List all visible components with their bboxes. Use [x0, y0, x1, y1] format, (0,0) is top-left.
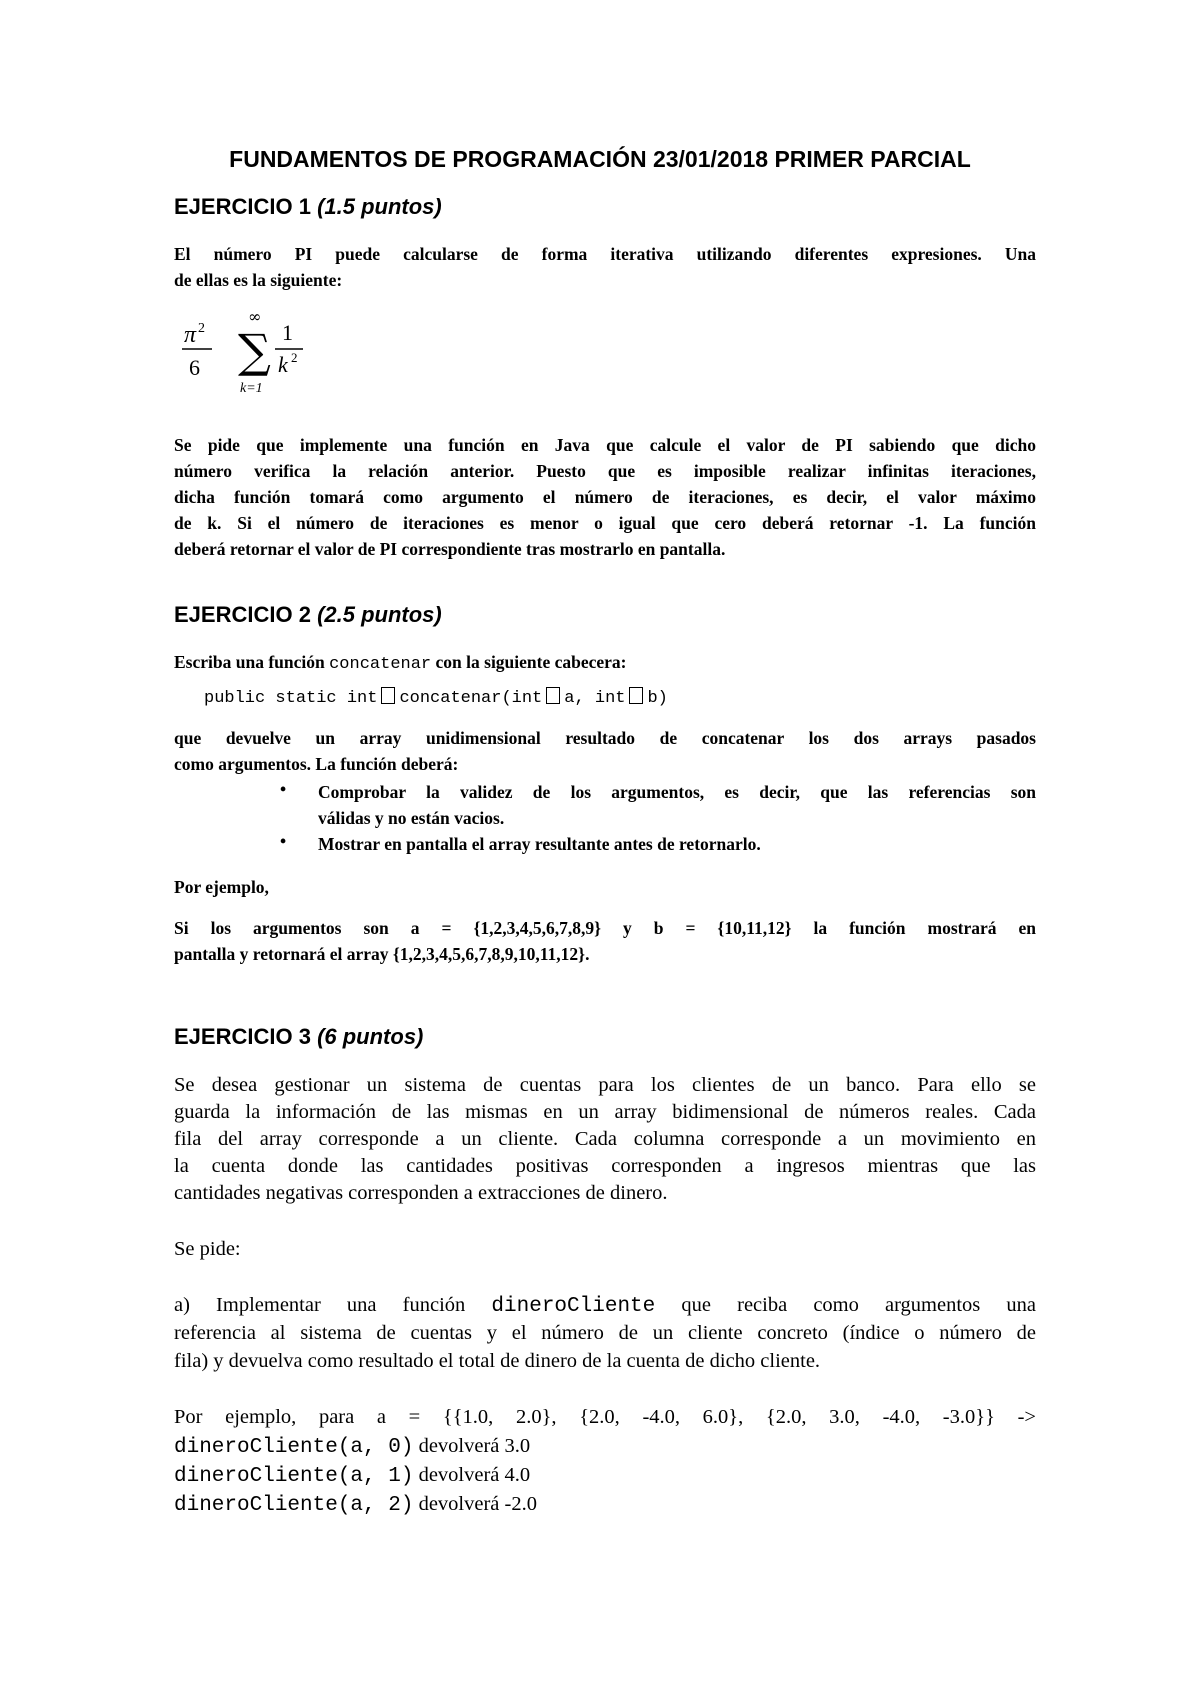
ex2-intro — [174, 649, 1036, 678]
ex2-example-line2: pantalla y retornará el array {1,2,3,4,5,6,7,8,9,10,11,12}. — [174, 944, 590, 964]
formula-pi-exp: 2 — [198, 321, 205, 336]
ex3-a-post: que reciba como argumentos una — [681, 1294, 1037, 1316]
ex2-heading-label: EJERCICIO 2 — [174, 602, 311, 627]
ex3-call-2 — [174, 1491, 1036, 1520]
ex2-intro-pre: Escriba una función — [174, 652, 325, 672]
ex3-call-0 — [174, 1433, 1036, 1462]
ex3-call-1 — [174, 1462, 1036, 1491]
ex2-intro-post: con la siguiente cabecera: — [435, 652, 627, 672]
missing-glyph-icon — [381, 687, 395, 704]
ex1-para-line3: dicha función tomará como argumento el número de iteraciones, es decir, el valor máximo — [174, 487, 1036, 507]
missing-glyph-icon — [629, 687, 643, 704]
missing-glyph-icon — [546, 687, 560, 704]
ex2-example-label: Por ejemplo, — [174, 877, 269, 897]
page-title: FUNDAMENTOS DE PROGRAMACIÓN 23/01/2018 PRIMER PARCIAL — [229, 146, 971, 172]
ex1-points: (1.5 puntos) — [317, 194, 442, 219]
formula-k-start: k=1 — [240, 381, 263, 396]
ex3-a-code: dineroCliente — [491, 1295, 656, 1318]
ex2-intro-code: concatenar — [329, 655, 432, 674]
ex3-heading-label: EJERCICIO 3 — [174, 1024, 311, 1049]
ex3-a-pre: a) Implementar una función — [174, 1294, 466, 1316]
ex3-a-line2: referencia al sistema de cuentas y el número de un cliente concreto (índice o número de — [174, 1322, 1036, 1344]
ex2-heading — [174, 602, 442, 628]
formula-k-exp: 2 — [291, 350, 298, 365]
ex3-points: (6 puntos) — [317, 1024, 424, 1049]
ex1-para-line4: de k. Si el número de iteraciones es menor o igual que cero deberá retornar -1. La función — [174, 513, 1036, 533]
ex3-a-line1 — [174, 1292, 1036, 1321]
ex2-bullet1-line2: válidas y no están vacios. — [318, 808, 505, 828]
formula-infinity: ∞ — [248, 312, 262, 326]
ex1-intro-line2: de ellas es la siguiente: — [174, 270, 343, 290]
ex3-para-line4: la cuenta donde las cantidades positivas corresponden a ingresos mientras que las — [174, 1155, 1036, 1177]
formula-one: 1 — [282, 320, 293, 345]
ex2-desc-line2: como argumentos. La función deberá: — [174, 754, 459, 774]
ex1-para-line2: número verifica la relación anterior. Puesto que es imposible realizar infinitas iteraciones, — [174, 461, 1036, 481]
formula-pi: π — [184, 322, 197, 348]
ex3-call-0-text: devolverá 3.0 — [418, 1435, 531, 1457]
sig-part-a: public static int — [204, 689, 378, 708]
ex2-signature — [204, 687, 668, 708]
ex2-bullet2: Mostrar en pantalla el array resultante antes de retornarlo. — [318, 834, 761, 854]
ex3-call-2-text: devolverá -2.0 — [418, 1493, 537, 1515]
ex3-example-line: Por ejemplo, para a = {{1.0, 2.0}, {2.0, -4.0, 6.0}, {2.0, 3.0, -4.0, -3.0}} -> — [174, 1406, 1036, 1428]
sig-part-c: a, int — [564, 689, 626, 708]
ex3-call-1-text: devolverá 4.0 — [418, 1464, 531, 1486]
ex1-heading-label: EJERCICIO 1 — [174, 194, 311, 219]
sigma-icon: ∑ — [238, 324, 271, 378]
ex1-para-line5: deberá retornar el valor de PI correspondiente tras mostrarlo en pantalla. — [174, 539, 726, 559]
ex3-call-1-code: dineroCliente(a, 1) — [174, 1465, 414, 1488]
ex3-a-line3: fila) y devuelva como resultado el total de dinero de la cuenta de dicho cliente. — [174, 1350, 821, 1372]
sig-part-d: b) — [647, 689, 668, 708]
ex2-bullet1 — [318, 779, 1036, 831]
ex2-example-line1: Si los argumentos son a = {1,2,3,4,5,6,7,8,9} y b = {10,11,12} la función mostrará en — [174, 918, 1036, 938]
formula-six: 6 — [189, 355, 200, 380]
pi-series-formula — [178, 312, 318, 402]
ex2-bullet1-line1: Comprobar la validez de los argumentos, es decir, que las referencias son — [318, 782, 1036, 802]
bullet-icon: • — [280, 831, 287, 851]
ex1-intro-line1: El número PI puede calcularse de forma iterativa utilizando diferentes expresiones. Una — [174, 244, 1036, 264]
ex3-para-line3: fila del array corresponde a un cliente. Cada columna corresponde a un movimiento en — [174, 1128, 1036, 1150]
bullet-icon: • — [280, 779, 287, 799]
formula-k: k — [278, 352, 288, 377]
ex3-se-pide: Se pide: — [174, 1238, 241, 1260]
ex2-points: (2.5 puntos) — [317, 602, 442, 627]
ex3-call-2-code: dineroCliente(a, 2) — [174, 1494, 414, 1517]
ex3-para-line1: Se desea gestionar un sistema de cuentas para los clientes de un banco. Para ello se — [174, 1074, 1036, 1096]
ex3-heading — [174, 1024, 423, 1050]
ex3-call-0-code: dineroCliente(a, 0) — [174, 1436, 414, 1459]
sig-part-b: concatenar(int — [399, 689, 543, 708]
ex1-heading — [174, 194, 442, 220]
ex3-para-line5: cantidades negativas corresponden a extracciones de dinero. — [174, 1182, 668, 1204]
ex1-para-line1: Se pide que implemente una función en Java que calcule el valor de PI sabiendo que dicho — [174, 435, 1036, 455]
ex3-para-line2: guarda la información de las mismas en un array bidimensional de números reales. Cada — [174, 1101, 1036, 1123]
ex2-desc-line1: que devuelve un array unidimensional resultado de concatenar los dos arrays pasados — [174, 728, 1036, 748]
